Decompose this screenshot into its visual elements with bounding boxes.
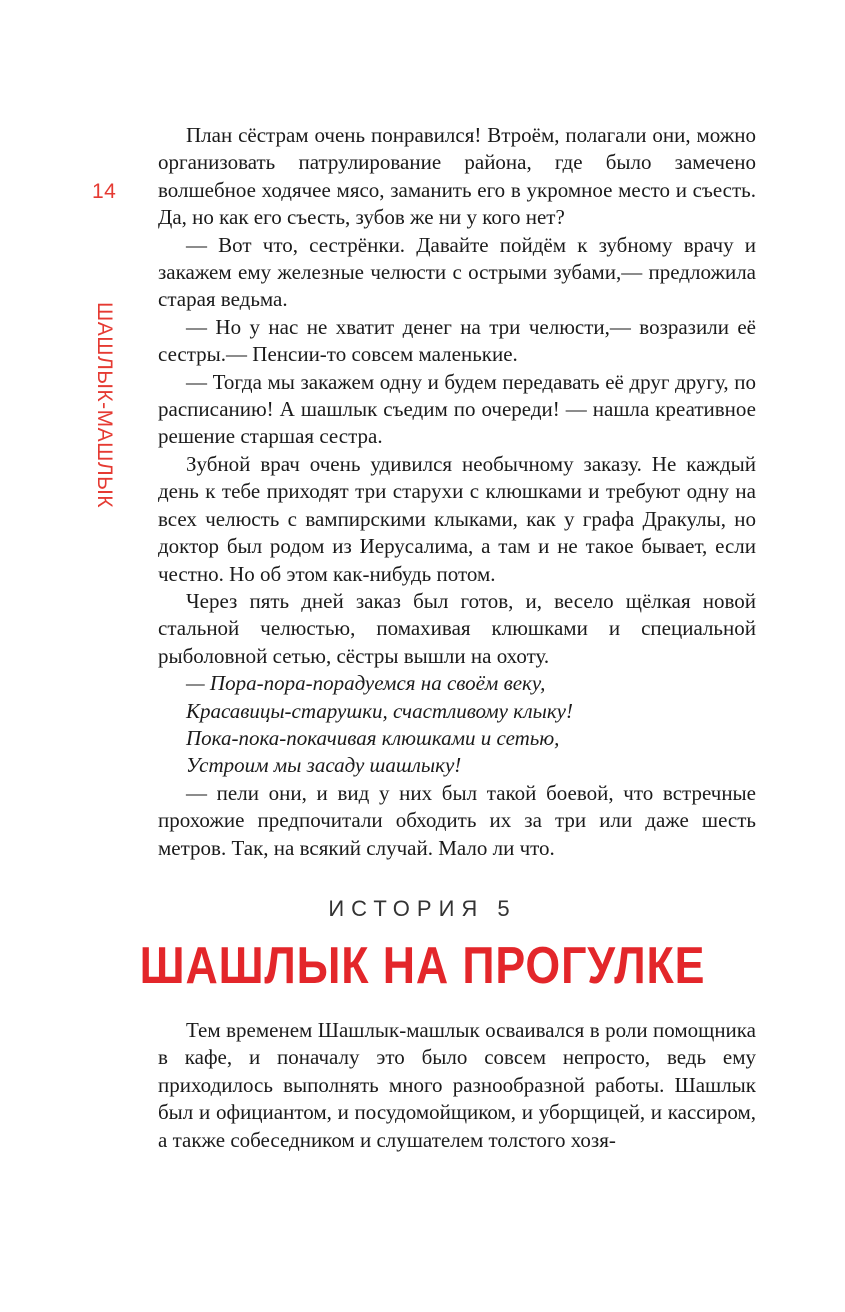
paragraph: — пели они, и вид у них был такой боевой, что встречные прохожие предпочитали обходить их за три или даже шесть метров. Так, на всякий случай. Мало ли что. [158, 780, 756, 860]
paragraph: Зубной врач очень удивился необычному заказу. Не каждый день к тебе приходят три старухи с клюшками и требуют одну на всех челюсть с вампирскими клыками, как у графа Дракулы, но доктор был родом из Иерусалима, а там и не такое бывает, если честно. Но об этом как-нибудь потом. [158, 451, 756, 586]
verse-line: — Пора-пора-порадуемся на своём веку, [186, 671, 546, 696]
chapter-body-text [158, 1017, 756, 1154]
paragraph: — Тогда мы закажем одну и будем передавать её друг другу, по расписанию! А шашлык съедим по очереди! — нашла креативное решение старшая сестра. [158, 369, 756, 449]
paragraph: План сёстрам очень понравился! Втроём, полагали они, можно организовать патрулирование района, где было замечено волшебное ходячее мясо, заманить его в укромное место и съесть. Да, но как его съесть, зубов же ни у кого нет? [158, 123, 756, 230]
verse-line: Красавицы-старушки, счастливому клыку! [186, 698, 573, 723]
verse-line: Устроим мы засаду шашлыку! [186, 753, 462, 778]
paragraph: — Но у нас не хватит денег на три челюсти,— возразили её сестры.— Пенсии-то совсем маленькие. [158, 314, 756, 367]
body-text [158, 122, 756, 862]
verse-line: Пока-пока-покачивая клюшками и сетью, [186, 725, 560, 750]
paragraph: Через пять дней заказ был готов, и, весело щёлкая новой стальной челюстью, помахивая клюшками и специальной рыболовной сетью, сёстры вышли на охоту. [158, 588, 756, 668]
page-number: 14 [92, 180, 117, 203]
running-head: ШАШЛЫК-МАШЛЫК [93, 302, 116, 508]
paragraph: — Вот что, сестрёнки. Давайте пойдём к зубному врачу и закажем ему железные челюсти с острыми зубами,— предложила старая ведьма. [158, 232, 756, 312]
chapter-label: ИСТОРИЯ 5 [328, 896, 517, 921]
chapter-title: ШАШЛЫК НА ПРОГУЛКЕ [139, 937, 706, 995]
paragraph: Тем временем Шашлык-машлык осваивался в роли помощника в кафе, и поначалу это было совсем непросто, ведь ему приходилось выполнять много разнообразной работы. Шашлык был и официантом, и посудомойщиком, и уборщицей, и кассиром, а также собеседником и слушателем толстого хозя- [158, 1018, 756, 1152]
